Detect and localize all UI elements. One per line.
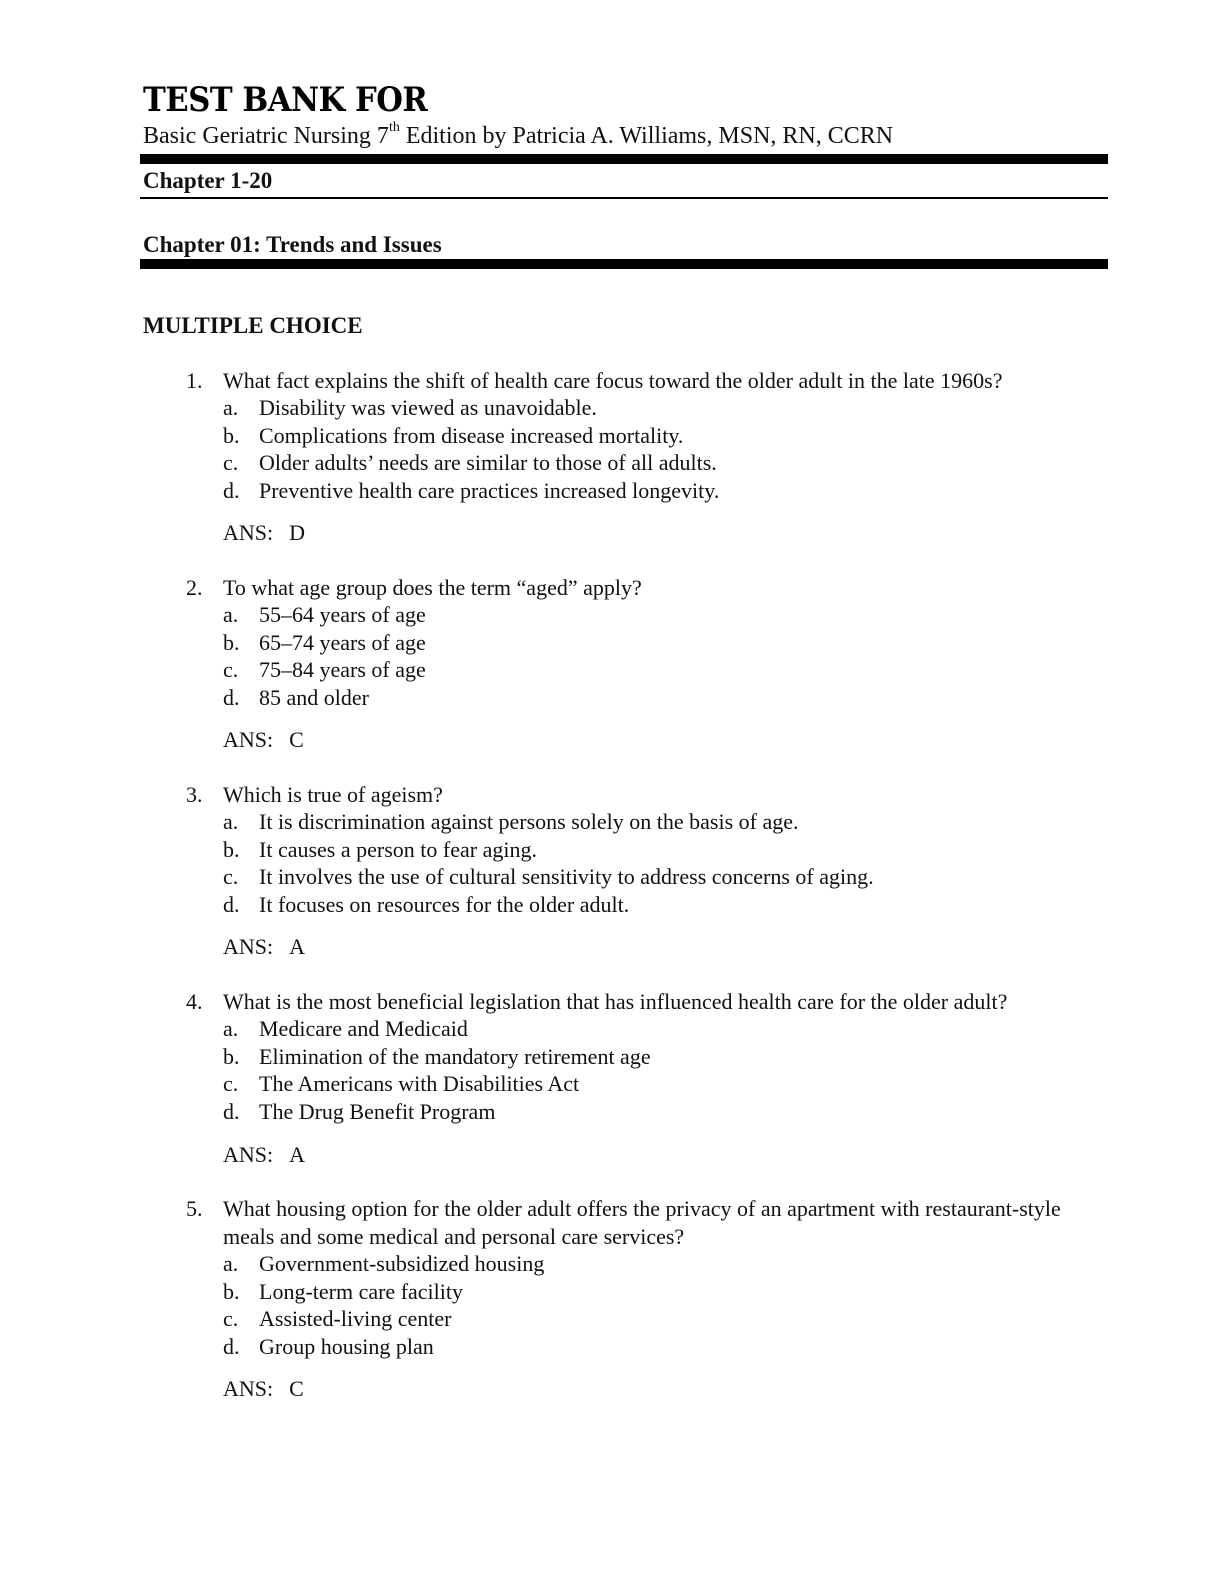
option-letter: b. [223, 629, 240, 655]
option-letter: c. [223, 1306, 239, 1331]
question-number: 3. [186, 782, 203, 807]
answer-line [223, 726, 304, 754]
answer-value: A [289, 1142, 306, 1167]
option-text: 55–64 years of age [259, 602, 426, 627]
book-title-rest: Edition by Patricia A. Williams, MSN, RN, CCRN [399, 123, 894, 149]
option-text: Older adults’ needs are similar to those of all adults. [259, 450, 717, 475]
option-letter: b. [223, 836, 240, 862]
option-letter: a. [223, 1251, 239, 1276]
header-divider-thick [140, 154, 1108, 164]
chapter-range: Chapter 1-20 [143, 168, 273, 193]
question-stem: What housing option for the older adult offers the privacy of an apartment with restaurant-style meals and some medical and personal care services? [223, 1196, 1061, 1249]
option-text: Government-subsidized housing [259, 1251, 545, 1276]
option-text: Disability was viewed as unavoidable. [259, 395, 597, 420]
answer-line [223, 933, 305, 961]
option-text: It focuses on resources for the older adult. [259, 891, 630, 917]
option-text: Long-term care facility [259, 1278, 464, 1304]
option-text: It causes a person to fear aging. [259, 836, 537, 862]
book-title-main: Basic Geriatric Nursing 7 [143, 123, 389, 149]
option-text: 85 and older [259, 684, 369, 710]
brand-title: TEST BANK FOR [143, 80, 428, 120]
option-letter: b. [223, 1278, 240, 1304]
option-letter: c. [223, 864, 239, 889]
question-number: 2. [186, 575, 203, 600]
answer-label: ANS: [223, 934, 274, 959]
option-text: Group housing plan [259, 1333, 434, 1359]
answer-value: D [289, 520, 306, 545]
section-heading: MULTIPLE CHOICE [143, 313, 363, 338]
option-letter: d. [223, 1098, 240, 1124]
option-text: Assisted-living center [259, 1306, 452, 1331]
book-title [143, 120, 894, 150]
option-letter: c. [223, 657, 239, 682]
option-text: 65–74 years of age [259, 629, 426, 655]
option-letter: b. [223, 1043, 240, 1069]
option-letter: d. [223, 477, 240, 503]
question-stem: What fact explains the shift of health care focus toward the older adult in the late 1960s? [223, 368, 1003, 393]
option-text: Elimination of the mandatory retirement age [259, 1043, 651, 1069]
option-text: The Drug Benefit Program [259, 1098, 496, 1124]
question-stem: Which is true of ageism? [223, 782, 443, 807]
answer-value: C [289, 727, 304, 752]
option-letter: c. [223, 450, 239, 475]
option-text: It involves the use of cultural sensitivity to address concerns of aging. [259, 864, 874, 889]
answer-label: ANS: [223, 727, 274, 752]
option-letter: d. [223, 1333, 240, 1359]
option-text: Preventive health care practices increased longevity. [259, 477, 720, 503]
option-letter: a. [223, 809, 239, 834]
answer-label: ANS: [223, 520, 274, 545]
answer-value: A [289, 934, 306, 959]
question-number: 1. [186, 368, 203, 393]
question-stem: What is the most beneficial legislation that has influenced health care for the older adult? [223, 989, 1008, 1014]
option-text: It is discrimination against persons solely on the basis of age. [259, 809, 799, 834]
option-letter: d. [223, 891, 240, 917]
question-stem: To what age group does the term “aged” apply? [223, 575, 642, 600]
header-divider-thin [140, 197, 1108, 199]
option-letter: a. [223, 395, 239, 420]
answer-label: ANS: [223, 1142, 274, 1167]
question-number: 5. [186, 1196, 203, 1221]
option-text: Medicare and Medicaid [259, 1016, 468, 1041]
answer-value: C [289, 1376, 304, 1401]
option-text: 75–84 years of age [259, 657, 426, 682]
chapter-divider-thick [140, 259, 1108, 269]
option-text: The Americans with Disabilities Act [259, 1071, 580, 1096]
option-letter: a. [223, 602, 239, 627]
option-letter: a. [223, 1016, 239, 1041]
answer-label: ANS: [223, 1376, 274, 1401]
option-letter: b. [223, 422, 240, 448]
answer-line [223, 1141, 305, 1169]
option-letter: d. [223, 684, 240, 710]
book-title-superscript: th [388, 120, 400, 135]
question-number: 4. [186, 989, 203, 1014]
option-text: Complications from disease increased mortality. [259, 422, 684, 448]
option-letter: c. [223, 1071, 239, 1096]
chapter-title: Chapter 01: Trends and Issues [143, 232, 442, 257]
answer-line [223, 519, 305, 547]
answer-line [223, 1375, 304, 1403]
